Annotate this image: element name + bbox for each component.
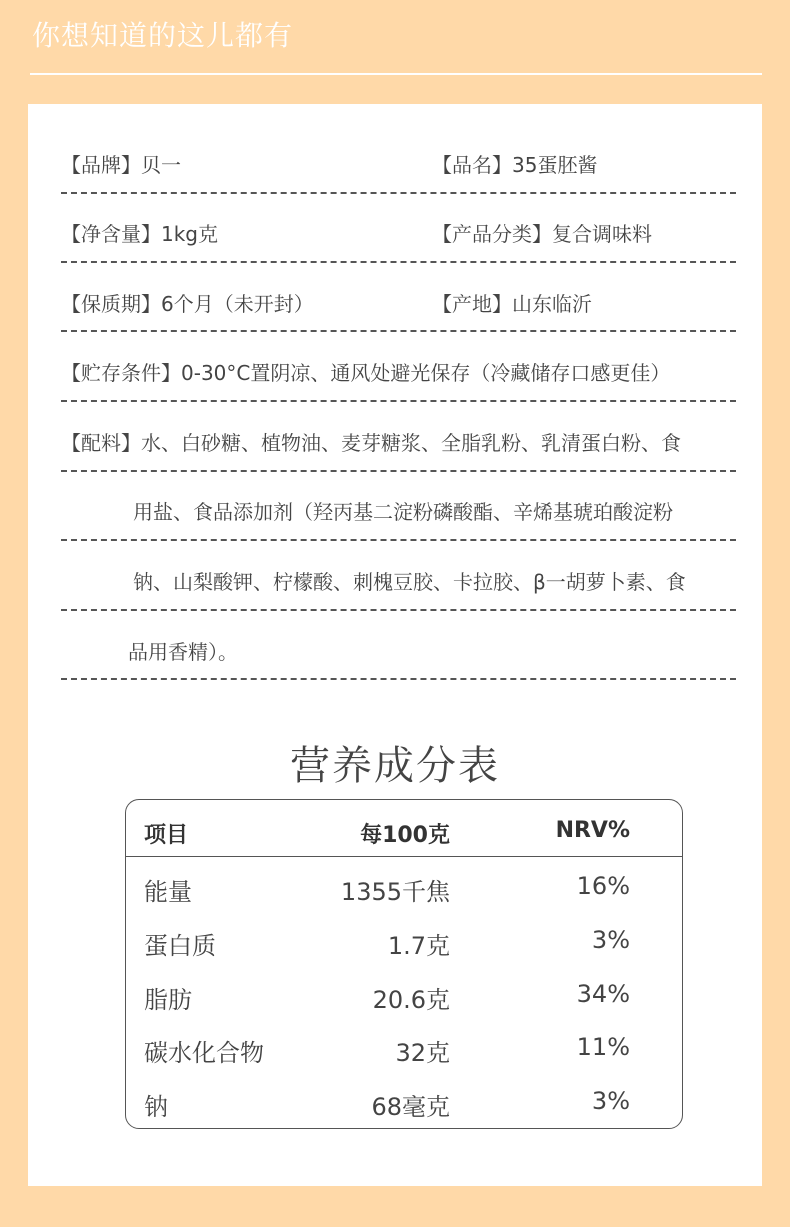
table-cell-nrv: 34% — [576, 980, 630, 1008]
page-title: 你想知道的这儿都有 — [32, 19, 294, 52]
table-cell-nrv: 16% — [576, 872, 630, 900]
table-cell-value: 68毫克 — [371, 1093, 450, 1121]
dashed-divider — [61, 539, 736, 541]
table-cell-value: 1.7克 — [387, 932, 450, 960]
table-cell-item: 钠 — [144, 1093, 168, 1121]
col-header-nrv: NRV% — [555, 818, 630, 843]
table-cell-value: 20.6克 — [372, 986, 450, 1014]
table-cell-nrv: 3% — [591, 926, 630, 954]
dashed-divider — [61, 470, 736, 472]
brand-text: 【品牌】贝一 — [61, 153, 181, 177]
origin-text: 【产地】山东临沂 — [432, 292, 592, 316]
product-name-text: 【品名】35蛋胚酱 — [432, 153, 598, 177]
dashed-divider — [61, 678, 736, 680]
header-divider — [30, 73, 762, 75]
table-header-divider — [126, 856, 682, 857]
ingredients-line-1: 【配料】水、白砂糖、植物油、麦芽糖浆、全脂乳粉、乳清蛋白粉、食 — [61, 431, 681, 455]
storage-text: 【贮存条件】0-30°C置阴凉、通风处避光保存（冷藏储存口感更佳） — [61, 361, 671, 385]
table-cell-item: 蛋白质 — [144, 932, 216, 960]
table-cell-nrv: 11% — [576, 1033, 630, 1061]
ingredients-line-2: 用盐、食品添加剂（羟丙基二淀粉磷酸酯、辛烯基琥珀酸淀粉 — [133, 500, 673, 524]
dashed-divider — [61, 192, 736, 194]
net-content-text: 【净含量】1kg克 — [61, 222, 219, 246]
shelf-life-text: 【保质期】6个月（未开封） — [61, 292, 314, 316]
nutrition-title: 营养成分表 — [290, 743, 500, 789]
dashed-divider — [61, 330, 736, 332]
category-text: 【产品分类】复合调味料 — [432, 222, 652, 246]
col-header-item: 项目 — [144, 823, 189, 848]
nutrition-table — [125, 799, 683, 1129]
product-info-card — [28, 104, 762, 1186]
dashed-divider — [61, 400, 736, 402]
dashed-divider — [61, 261, 736, 263]
table-cell-nrv: 3% — [591, 1087, 630, 1115]
table-cell-value: 1355千焦 — [340, 878, 450, 906]
table-cell-item: 碳水化合物 — [144, 1039, 264, 1067]
table-cell-value: 32克 — [395, 1039, 450, 1067]
dashed-divider — [61, 609, 736, 611]
col-header-per100g: 每100克 — [360, 823, 450, 848]
table-cell-item: 能量 — [144, 878, 192, 906]
ingredients-line-4: 品用香精）。 — [128, 640, 238, 664]
table-cell-item: 脂肪 — [144, 986, 192, 1014]
ingredients-line-3: 钠、山梨酸钾、柠檬酸、刺槐豆胶、卡拉胶、β一胡萝卜素、食 — [133, 570, 686, 594]
